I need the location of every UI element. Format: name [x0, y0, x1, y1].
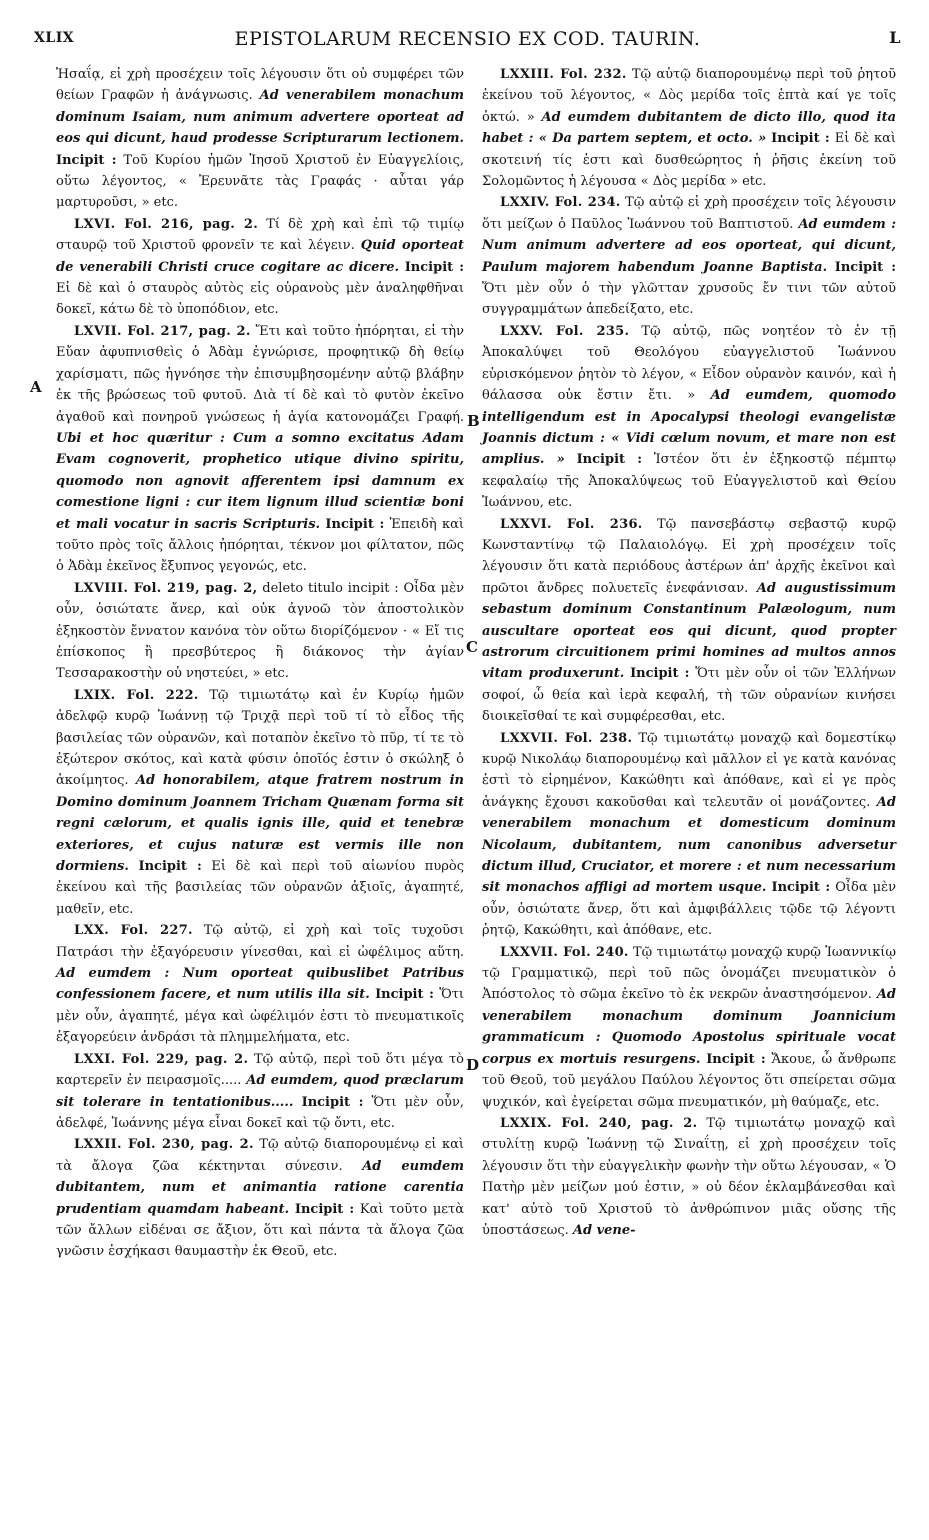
incipit-text: Ὅτι μὲν οὖν οἱ τῶν Ἑλλήνων σοφοί, ὦ θεία καὶ ἱερὰ κεφαλή, τὴ τῶν οὐρανίων κινήσει διοικεῖσθαί τε καὶ συμφέρεσθαι, etc. — [482, 666, 896, 725]
latin-title: Ad eumdem, quod præclarum sit tolerare in tentationibus..... — [56, 1073, 464, 1110]
incipit-text: Ὅτι μὲν οὖν, ἀδελφέ, Ἰωάννης μέγα εἶναι δοκεῖ καὶ τῷ ὄντι, etc. — [56, 1094, 464, 1131]
latin-title: Quid oporteat de venerabili Christi cruce cogitare ac dicere. — [56, 238, 464, 275]
incipit-text: Εἰ δὲ καὶ περὶ τοῦ αἰωνίου πυρὸς ἐκείνου καὶ τῆς βασιλείας τῶν οὐρανῶν ἀξιοῖς, ἀγαπητέ, μαθεῖν, etc. — [56, 859, 464, 917]
incipit-text: Ὅτι μὲν οὖν, ἀγαπητέ, μέγα καὶ ὠφέλιμόν ἐστι τὸ πνευματικοῖς ἐξαγορεύειν ἀνδράσι τὰ πλημμελήματα, etc. — [56, 987, 465, 1046]
incipit-label: Incipit : — [706, 1051, 766, 1067]
incipit-text: Ἐπειδὴ καὶ τοῦτο πρὸς τοῖς ἄλλοις ἠπόρηται, τέκνον μοι φίλτατον, πῶς ὁ Ἀδὰμ ἐκεῖνος ἔξυπνος γεγονώς, etc. — [56, 516, 465, 575]
page-number-right: L — [889, 28, 901, 47]
incipit-text: Οἶδα μὲν οὖν, ὁσιώτατε ἄνερ, ὅτι καὶ ἀμφιβάλλεις τῷδε τῷ λέγοντι ῥητῷ, Κακώθητι, καὶ ἀπόθανε, etc. — [482, 880, 896, 939]
greek-title: Τῷ αὐτῷ, περὶ τοῦ ὅτι μέγα τὸ καρτερεῖν ἐν πειρασμοῖς..... — [56, 1051, 464, 1089]
incipit-text: Εἰ δὲ καὶ ὁ σταυρὸς αὐτὸς εἰς οὐρανοὺς μὲν ἀναληφθῆναι δοκεῖ, κάτω δὲ τὸ ὑποπόδιον, etc. — [56, 281, 464, 318]
greek-title: Ἠσαΐᾳ, εἰ χρὴ προσέχειν τοῖς λέγουσιν ὅτι οὐ συμφέρει τῶν θείων Γραφῶν ἡ ἀνάγνωσις. — [56, 67, 464, 104]
latin-title: Ad eumdem dubitantem de dicto illo, quod ita habet : « Da partem septem, et octo. » — [482, 109, 896, 147]
entry-label: LXIX. Fol. 222. — [74, 687, 199, 703]
running-header — [34, 28, 901, 54]
running-title: EPISTOLARUM RECENSIO EX COD. TAURIN. — [234, 28, 701, 50]
margin-letter: A — [30, 378, 42, 396]
catalogue-entry — [482, 728, 896, 942]
incipit-label: Incipit : — [294, 1201, 355, 1217]
entry-label: LXXV. Fol. 235. — [500, 323, 630, 339]
catalogue-entry — [482, 942, 896, 1113]
greek-title: Τῷ τιμιωτάτῳ μοναχῷ καὶ στυλίτῃ κυρῷ Ἰωάννῃ τῷ Σιναΐτῃ, εἰ χρὴ προσέχειν τοῖς λέγουσιν ὅτι τὴν εὐαγγελικὴν φωνὴν τὴν οὕτω λέγουσαν, « Ὁ Πατὴρ μὲν μείζων μού ἐστιν, » οὐ δέον ἐκλαμβάνεσθαι καὶ κατ' αὐτὸ τοῦ Χριστοῦ τὸ ἀνθρώπινον μιᾶς οὔσης τῆς ὑποστάσεως. — [482, 1115, 896, 1238]
greek-title: Τῷ πανσεβάστῳ σεβαστῷ κυρῷ Κωνσταντίνῳ τῷ Παλαιολόγῳ. Εἰ χρὴ προσέχειν τοῖς λέγουσιν ὅτι κατὰ περιόδους ἀστέρων ἀπ' ἀρχῆς ἐκεῖνοι καὶ πρῶτοι ἄνδρες πολυετεῖς ἐνεφάνισαν. — [482, 516, 896, 596]
incipit-text: Ὅτι μὲν οὖν ὁ τὴν γλῶτταν χρυσοῦς ἔν τινι τῶν αὐτοῦ συγγραμμάτων ἀπεδείξατο, etc. — [482, 281, 896, 318]
incipit-label: Incipit : — [771, 880, 831, 896]
greek-title: Τῷ τιμιωτάτῳ μοναχῷ κυρῷ Ἰωαννικίῳ τῷ Γραμματικῷ, περὶ τοῦ πῶς ὀνομάζει πνευματικὸν ὁ Ἀπόστολος τὸ σῶμα ἐκεῖνο τὸ ἐκ νεκρῶν ἀναστησόμενον. — [482, 944, 896, 1003]
greek-title: Τῷ αὐτῷ διαπορουμένῳ εἰ καὶ τὰ ἄλογα ζῶα κέκτηνται σύνεσιν. — [56, 1137, 464, 1174]
incipit-text: Τοῦ Κυρίου ἡμῶν Ἰησοῦ Χριστοῦ ἐν Εὐαγγελίοις, οὕτω λέγοντος, « Ἐρευνᾶτε τὰς Γραφάς · αὗται γάρ μαρτυροῦσι, » etc. — [56, 152, 464, 211]
entry-label: LXVIII. Fol. 219, pag. 2, — [74, 580, 258, 596]
latin-title: Ad vene- — [572, 1222, 636, 1238]
catalogue-entry — [56, 685, 464, 920]
entry-label: LXXVII. Fol. 240. — [500, 944, 629, 960]
incipit-text: Εἰ δὲ καὶ σκοτεινή τίς ἐστι καὶ δυσθεώρητος ἡ ῥῆσις ἐκείνη τοῦ Σολομῶντος ἡ λέγουσα « Δὸς μερίδα » etc. — [482, 131, 896, 190]
entry-label: LXX. Fol. 227. — [74, 923, 193, 939]
latin-title: Ad eumdem : Num oporteat quibuslibet Patribus confessionem facere, et num utilis illa sit. — [56, 966, 464, 1003]
incipit-label: Incipit : — [138, 859, 202, 875]
page-number-left: XLIX — [34, 30, 75, 46]
entry-label: LXXIV. Fol. 234. — [500, 195, 621, 211]
incipit-text: Ἄκουε, ὦ ἄνθρωπε τοῦ Θεοῦ, τοῦ μεγάλου Παύλου λέγοντος ὅτι σπείρεται σῶμα ψυχικόν, καὶ ἐγείρεται σῶμα πνευματικόν, μὴ θαύμαζε, etc. — [482, 1051, 896, 1110]
incipit-text: Καὶ τοῦτο μετὰ τῶν ἄλλων εἰδέναι σε ἄξιον, ὅτι καὶ πάντα τὰ ἄλογα ζῶα γνῶσιν ἐσχήκασι θαυμαστὴν ἐκ Θεοῦ, etc. — [56, 1201, 465, 1260]
catalogue-entry — [482, 1113, 896, 1241]
latin-title: Ad eumdem : Num animum advertere ad eos oporteat, qui dicunt, Paulum majorem habendum Joanne Baptista. — [482, 216, 896, 275]
entry-label: LXVII. Fol. 217, pag. 2. — [74, 323, 251, 339]
catalogue-entry — [56, 920, 464, 1048]
greek-title: Τῷ τιμιωτάτῳ καὶ ἐν Κυρίῳ ἡμῶν ἀδελφῷ κυρῷ Ἰωάννῃ τῷ Τριχᾷ περὶ τοῦ τί τὸ εἶδος τῆς βασιλείας τῶν οὐρανῶν, καὶ ποταπὸν ἐκεῖνο τὸ πῦρ, τί τε τὸ ἐξώτερον σκότος, καὶ κατὰ φύσιν ὁποῖός ἐστιν ὁ σκώληξ ὁ ἀκοίμητος. — [56, 687, 464, 789]
entry-label: LXXVI. Fol. 236. — [500, 516, 643, 532]
incipit-label: Incipit : — [576, 452, 643, 468]
incipit-label: Incipit : — [404, 259, 464, 275]
catalogue-entry — [482, 514, 896, 728]
greek-title: Τῷ αὐτῷ, εἰ χρὴ καὶ τοῖς τυχοῦσι Πατράσι τὴν ἐξαγόρευσιν γίνεσθαι, καὶ εἰ ὠφέλιμος αὕτη. — [56, 923, 464, 960]
greek-title: deleto titulo incipit : Οἶδα μὲν οὖν, ὁσιώτατε ἄνερ, καὶ οὐκ ἀγνοῶ τὸν ἀποστολικὸν ἐξηκοστὸν ἔννατον κανόνα τὸν οὕτω διορίζόμενον · « Εἴ τις ἐπίσκοπος ἢ πρεσβύτερος ἢ διάκονος τὴν ἁγίαν Τεσσαρακοστὴν οὐ νηστεύει, » etc. — [56, 580, 464, 682]
catalogue-entry — [56, 1134, 464, 1262]
greek-title: Τῷ τιμιωτάτῳ μοναχῷ καὶ δομεστίκῳ κυρῷ Νικολάῳ διαπορουμένῳ καὶ μᾶλλον εἰ γε κατὰ κανόνας ἐστὶ τὸ εἰρημένον, Κακώθητι καὶ ἀπόθανε, καὶ εἰ γε πρὸς ἀνάγκης ἔχουσι κακοῦσθαι καὶ τελευτᾶν οἱ μονάζοντες. — [482, 730, 896, 810]
catalogue-entry — [56, 1049, 464, 1135]
catalogue-entry — [56, 321, 464, 578]
margin-letter: D — [466, 1056, 480, 1074]
incipit-label: Incipit : — [375, 987, 434, 1003]
entry-label: LXXIII. Fol. 232. — [500, 67, 627, 82]
incipit-label: Incipit : — [301, 1094, 364, 1110]
incipit-text: Ἰστέον ὅτι ἐν ἑξηκοστῷ πέμπτῳ κεφαλαίῳ τῆς Ἀποκαλύψεως τοῦ Εὐαγγελιστοῦ καὶ Θείου Ἰωάννου, etc. — [482, 452, 896, 511]
greek-title: Τῷ αὐτῷ, πῶς νοητέον τὸ ἐν τῇ Ἀποκαλύψει τοῦ Θεολόγου εὐαγγελιστοῦ Ἰωάννου εὑρισκόμενον ῥητὸν τὸ λέγον, « Εἶδον οὐρανὸν καινόν, καὶ ἡ θάλασσα οὐκ ἔστιν ἔτι. » — [482, 323, 896, 404]
greek-title: Τῷ αὐτῷ εἰ χρὴ προσέχειν τοῖς λέγουσιν ὅτι μείζων ὁ Παῦλος Ἰωάννου τοῦ Βαπτιστοῦ. — [482, 195, 896, 232]
catalogue-entry — [482, 321, 896, 514]
greek-title: Τῷ αὐτῷ διαπορουμένῳ περὶ τοῦ ῥητοῦ ἐκείνου τοῦ λέγοντος, « Δὸς μερίδα τοῖς ἑπτὰ καί γε τοῖς ὀκτώ. » — [482, 67, 896, 125]
latin-title: Ad augustissimum sebastum dominum Constantinum Palæologum, num auscultare oporteat eos qui dicunt, quod propter astrorum circuitionem primi homines ad multos annos vitam produxerunt. — [482, 580, 897, 682]
right-column — [482, 64, 896, 1241]
entry-label: LXVI. Fol. 216, pag. 2. — [74, 216, 259, 232]
margin-letter: C — [466, 638, 478, 656]
catalogue-entry — [56, 64, 464, 214]
incipit-label: Incipit : — [56, 152, 117, 168]
greek-title: Τί δὲ χρὴ καὶ ἐπὶ τῷ τιμίῳ σταυρῷ τοῦ Χριστοῦ φρονεῖν τε καὶ λέγειν. — [56, 216, 464, 254]
latin-title: Ad eumdem, quomodo intelligendum est in Apocalypsi theologi evangelistæ Joannis dictum : « Vidi cœlum novum, et mare non est amplius. » — [482, 388, 896, 468]
incipit-label: Incipit : — [771, 131, 830, 147]
latin-title: Ad venerabilem monachum et domesticum dominum Nicolaum, dubitantem, num canonibus adversetur dictum illud, Cruciator, et morere : et num necessarium sit monachos affligi ad mortem usque. — [482, 794, 896, 896]
entry-label: LXXII. Fol. 230, pag. 2. — [74, 1137, 254, 1153]
latin-title: Ad venerabilem monachum dominum Isaiam, num animum advertere oporteat ad eos qui dicunt, haud prodesse Scripturarum lectionem. — [56, 88, 464, 147]
margin-letter: B — [467, 412, 480, 430]
incipit-label: Incipit : — [630, 666, 690, 682]
entry-label: LXXI. Fol. 229, pag. 2. — [74, 1051, 249, 1067]
latin-title: Ad honorabilem, atque fratrem nostrum in Domino dominum Joannem Tricham Quænam forma sit regni cælorum, et qualis ignis ille, quid et tenebræ exteriores, et cujus naturæ est vermis ille non dormiens. — [56, 773, 464, 875]
incipit-label: Incipit : — [834, 259, 896, 275]
entry-label: LXXVII. Fol. 238. — [500, 730, 633, 746]
catalogue-entry — [56, 578, 464, 685]
latin-title: Ubi et hoc quæritur : Cum a somno excitatus Adam Evam cognoverit, prophetico utique divino spiritu, quomodo non agnovit afferentem ipsi damnum ex comestione ligni : cur item lignum illud scientiæ boni et mali vocatur in sacris Scripturis. — [56, 430, 464, 532]
latin-title: Ad venerabilem monachum dominum Joannicium grammaticum : Quomodo Apostolus spirituale vocat corpus ex mortuis resurgens. — [482, 987, 896, 1067]
incipit-label: Incipit : — [325, 516, 385, 532]
left-column — [56, 64, 464, 1263]
catalogue-entry — [482, 64, 896, 192]
entry-label: LXXIX. Fol. 240, pag. 2. — [500, 1115, 698, 1131]
greek-title: Ἔτι καὶ τοῦτο ἠπόρηται, εἰ τὴν Εὔαν ἀφυπνισθεὶς ὁ Ἀδὰμ ἐγνώρισε, προφητικῷ δὴ θείῳ χαρίσματι, πῶς ἠγνόησε τὴν ἐπισυμβησομένην αὐτῷ βλάβην ἐκ τῆς βρώσεως τοῦ φυτοῦ. Διὰ τί δὲ καὶ τὸ φυτὸν ἐκεῖνο ἀγαθοῦ καὶ πονηροῦ γνώσεως ἡ ἁγία κατονομάζει Γραφή. — [56, 323, 464, 425]
latin-title: Ad eumdem dubitantem, num et animantia ratione carentia prudentiam quamdam habeant. — [56, 1158, 464, 1217]
catalogue-entry — [56, 214, 464, 321]
catalogue-entry — [482, 192, 896, 320]
